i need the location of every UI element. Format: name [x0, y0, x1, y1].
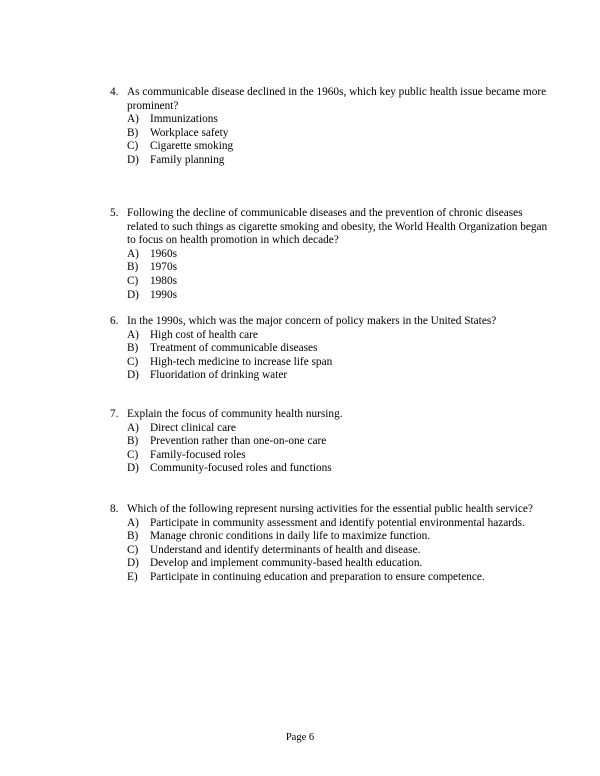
option-letter: A) [127, 421, 139, 434]
option-text: Immunizations [150, 113, 218, 126]
option-text: Fluoridation of drinking water [150, 369, 288, 382]
option-text: Family planning [150, 153, 225, 166]
question-stem [110, 86, 550, 113]
question-text: In the 1990s, which was the major concern of policy makers in the United States? [127, 315, 497, 327]
option-letter: B) [127, 342, 139, 355]
option-letter: A) [127, 247, 139, 260]
option-text: 1970s [150, 261, 177, 274]
option-letter: D) [127, 557, 139, 570]
option-text: Understand and identify determinants of health and disease. [150, 543, 421, 556]
option-text: Family-focused roles [150, 448, 246, 461]
option-text: 1980s [150, 274, 177, 287]
option-letter: D) [127, 462, 139, 475]
option-text: Workplace safety [150, 126, 229, 139]
option-text: Prevention rather than one-on-one care [150, 435, 327, 448]
option-text: Participate in community assessment and identify potential environmental hazards. [150, 516, 525, 529]
option-text: Treatment of communicable diseases [150, 342, 318, 355]
answer-option [110, 356, 550, 370]
question-7 [110, 408, 550, 476]
answer-option [110, 248, 550, 262]
answer-option [110, 557, 550, 571]
question-8 [110, 503, 550, 585]
answer-option [110, 261, 550, 275]
option-letter: B) [127, 261, 139, 274]
question-text: Following the decline of communicable diseases and the prevention of chronic diseases related to such things as cigarette smoking and obesity, the World Health Organization began to focus on health promotion in which decade? [127, 207, 548, 247]
option-letter: C) [127, 274, 139, 287]
page-number: Page 6 [285, 732, 315, 743]
question-stem [110, 408, 550, 422]
answer-option [110, 544, 550, 558]
option-letter: E) [127, 570, 138, 583]
option-letter: B) [127, 530, 139, 543]
option-text: High cost of health care [150, 328, 258, 341]
answer-options [110, 248, 550, 302]
option-letter: D) [127, 153, 139, 166]
option-letter: C) [127, 543, 139, 556]
option-text: Develop and implement community-based health education. [150, 557, 423, 570]
question-text: Explain the focus of community health nursing. [127, 408, 343, 420]
answer-option [110, 342, 550, 356]
question-number: 4. [110, 86, 119, 98]
option-text: Direct clinical care [150, 421, 236, 434]
answer-option [110, 329, 550, 343]
answer-option [110, 140, 550, 154]
answer-option [110, 462, 550, 476]
question-5 [110, 207, 550, 302]
answer-options [110, 113, 550, 167]
answer-option [110, 435, 550, 449]
answer-option [110, 530, 550, 544]
option-letter: B) [127, 435, 139, 448]
option-text: Cigarette smoking [150, 140, 234, 153]
question-number: 7. [110, 408, 119, 420]
option-letter: A) [127, 328, 139, 341]
question-stem [110, 207, 550, 248]
answer-option [110, 113, 550, 127]
option-text: Manage chronic conditions in daily life to maximize function. [150, 530, 431, 543]
option-letter: B) [127, 126, 139, 139]
answer-option [110, 127, 550, 141]
answer-option [110, 571, 550, 585]
question-6 [110, 315, 550, 383]
answer-option [110, 275, 550, 289]
option-text: Community-focused roles and functions [150, 462, 332, 475]
question-text: Which of the following represent nursing activities for the essential public health service? [127, 503, 533, 515]
answer-option [110, 154, 550, 168]
question-stem [110, 503, 550, 517]
option-letter: A) [127, 113, 139, 126]
option-letter: C) [127, 448, 139, 461]
option-text: High-tech medicine to increase life span [150, 355, 333, 368]
question-number: 5. [110, 207, 119, 219]
answer-option [110, 422, 550, 436]
answer-option [110, 517, 550, 531]
option-letter: D) [127, 288, 139, 301]
answer-option [110, 289, 550, 303]
question-text: As communicable disease declined in the 1960s, which key public health issue became more prominent? [127, 86, 547, 112]
question-number: 6. [110, 315, 119, 327]
answer-option [110, 449, 550, 463]
option-text: Participate in continuing education and preparation to ensure competence. [150, 570, 485, 583]
option-text: 1990s [150, 288, 177, 301]
answer-options [110, 329, 550, 383]
option-letter: C) [127, 140, 139, 153]
option-text: 1960s [150, 247, 177, 260]
question-4 [110, 86, 550, 168]
answer-option [110, 369, 550, 383]
question-stem [110, 315, 550, 329]
answer-options [110, 517, 550, 585]
answer-options [110, 422, 550, 476]
option-letter: C) [127, 355, 139, 368]
option-letter: A) [127, 516, 139, 529]
question-number: 8. [110, 503, 119, 515]
option-letter: D) [127, 369, 139, 382]
